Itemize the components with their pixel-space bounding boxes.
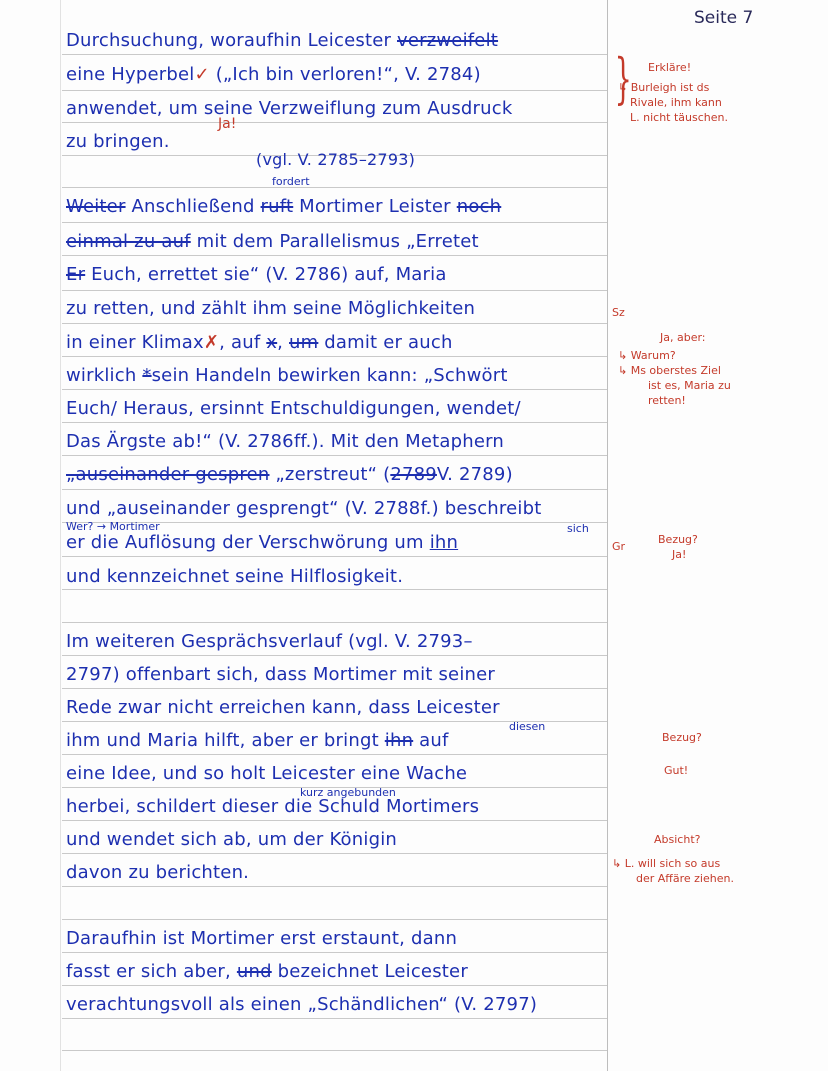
ruled-line: [62, 688, 607, 689]
text-line: (vgl. V. 2785–2793): [256, 150, 416, 169]
teacher-note: Erkläre!: [648, 61, 692, 74]
page-left-edge: [60, 0, 61, 1071]
margin-code-gr: Gr: [612, 540, 626, 553]
text-line: 2797) offenbart sich, dass Mortimer mit seiner: [66, 664, 496, 685]
ruled-line: [62, 356, 607, 357]
text-line: eine Idee, und so holt Leicester eine Wache: [66, 763, 468, 784]
teacher-note: ↳ L. will sich so aus der Affäre ziehen.: [612, 857, 734, 885]
text-line: einmal zu auf mit dem Parallelismus „Erretet: [66, 231, 479, 252]
ruled-line: [62, 455, 607, 456]
text-line: Er Euch, errettet sie“ (V. 2786) auf, Maria: [66, 264, 447, 285]
ruled-line: [62, 54, 607, 55]
margin-line: [607, 0, 608, 1071]
text-line: Daraufhin ist Mortimer erst erstaunt, dann: [66, 928, 458, 949]
text-line: Im weiteren Gesprächsverlauf (vgl. V. 2793–: [66, 631, 473, 652]
teacher-note: ↳ Burleigh ist ds Rivale, ihm kann L. nicht täuschen.: [618, 81, 728, 124]
text-line: verachtungsvoll als einen „Schändlichen“ (V. 2797): [66, 994, 538, 1015]
text-line: Das Ärgste ab!“ (V. 2786ff.). Mit den Metaphern: [66, 431, 505, 452]
ruled-line: [62, 853, 607, 854]
teacher-note: ↳ Warum? ↳ Ms oberstes Ziel ist es, Maria zu retten!: [618, 349, 731, 407]
ruled-line: [62, 622, 607, 623]
text-line: „auseinander gespren „zerstreut“ (2789V. 2789): [66, 464, 513, 485]
text-line: herbei, schildert dieser die Schuld Mortimers: [66, 796, 480, 817]
ruled-line: [62, 222, 607, 223]
ruled-line: [62, 1050, 607, 1051]
ruled-line: [62, 952, 607, 953]
text-line: und kennzeichnet seine Hilflosigkeit.: [66, 566, 404, 587]
ruled-line: [62, 187, 607, 188]
text-line: er die Auflösung der Verschwörung um ihn: [66, 532, 459, 553]
ruled-line: [62, 919, 607, 920]
ruled-line: [62, 886, 607, 887]
text-line: Rede zwar nicht erreichen kann, dass Leicester: [66, 697, 500, 718]
ruled-line: [62, 255, 607, 256]
text-line: Euch/ Heraus, ersinnt Entschuldigungen, wendet/: [66, 398, 521, 419]
ruled-line: [62, 489, 607, 490]
text-line: ihm und Maria hilft, aber er bringt ihn auf: [66, 730, 449, 751]
insertion-sich: sich: [567, 522, 589, 535]
ruled-line: [62, 422, 607, 423]
ruled-line: [62, 655, 607, 656]
ruled-line: [62, 323, 607, 324]
ruled-line: [62, 589, 607, 590]
text-line: zu bringen.: [66, 131, 170, 152]
text-line: wirklich *sein Handeln bewirken kann: „Schwört: [66, 365, 508, 386]
ruled-line: [62, 389, 607, 390]
ruled-line: [62, 820, 607, 821]
teacher-note: Bezug? Ja!: [658, 533, 698, 561]
ruled-line: [62, 90, 607, 91]
text-line: und „auseinander gesprengt“ (V. 2788f.) beschreibt: [66, 498, 542, 519]
teacher-ja-mark: Ja!: [218, 116, 237, 132]
teacher-note: Bezug? Gut!: [662, 731, 702, 777]
text-line: davon zu berichten.: [66, 862, 250, 883]
ruled-line: [62, 290, 607, 291]
insertion-wer-mortimer: Wer? → Mortimer: [66, 520, 160, 533]
insertion-fordert: fordert: [272, 175, 310, 188]
text-line: Weiter Anschließend ruft Mortimer Leister noch: [66, 196, 502, 217]
text-line: zu retten, und zählt ihm seine Möglichkeiten: [66, 298, 476, 319]
text-line: Durchsuchung, woraufhin Leicester verzweifelt: [66, 30, 499, 51]
insertion-diesen: diesen: [509, 720, 546, 733]
ruled-line: [62, 1018, 607, 1019]
ruled-line: [62, 122, 607, 123]
text-line: in einer Klimax✗, auf x, um damit er auch: [66, 332, 453, 353]
teacher-brace: }: [614, 47, 632, 110]
text-line: fasst er sich aber, und bezeichnet Leicester: [66, 961, 468, 982]
ruled-line: [62, 556, 607, 557]
teacher-note: Absicht?: [654, 833, 701, 846]
text-line: anwendet, um seine Verzweiflung zum Ausdruck: [66, 98, 513, 119]
teacher-note: Ja, aber:: [660, 331, 706, 344]
margin-code-sz: Sz: [612, 306, 625, 319]
insertion-kurz-angebunden: kurz angebunden: [300, 786, 396, 799]
text-line: und wendet sich ab, um der Königin: [66, 829, 398, 850]
ruled-line: [62, 754, 607, 755]
page-number: Seite 7: [694, 8, 754, 28]
text-line: eine Hyperbel✓ („Ich bin verloren!“, V. 2784): [66, 64, 481, 85]
ruled-line: [62, 985, 607, 986]
